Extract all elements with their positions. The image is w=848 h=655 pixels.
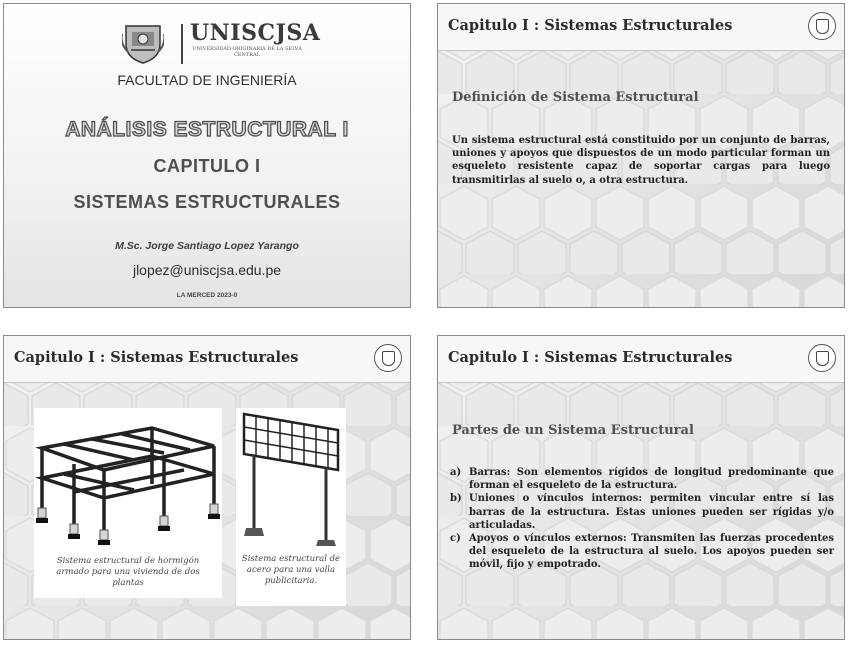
slide-header [438, 4, 844, 51]
university-seal-icon [374, 344, 402, 372]
list-item-text: Barras: Son elementos rígidos de longitud predominante que forman el esqueleto de la estructura. [469, 467, 834, 492]
university-shield-icon [122, 22, 164, 64]
slide-definition[interactable] [437, 3, 845, 308]
slide-title: Capitulo I : Sistemas Estructurales [448, 17, 733, 34]
chapter-number: CAPITULO I [153, 156, 261, 176]
section-heading: Partes de un Sistema Estructural [452, 423, 694, 438]
list-item-label: c) [450, 533, 461, 545]
steel-billboard-illustration [236, 408, 346, 546]
author-name: M.Sc. Jorge Santiago Lopez Yarango [115, 240, 299, 252]
caption-steel: Sistema estructural de acero para una valla publicitaria. [241, 554, 341, 586]
university-seal-icon [808, 12, 836, 40]
slide-title: Capitulo I : Sistemas Estructurales [14, 349, 299, 366]
list-item [450, 466, 834, 492]
slide-title: Capitulo I : Sistemas Estructurales [448, 349, 733, 366]
course-title: ANÁLISIS ESTRUCTURAL I [65, 118, 349, 141]
list-item-label: b) [450, 493, 462, 505]
list-item-label: a) [450, 467, 462, 478]
section-heading: Definición de Sistema Estructural [452, 90, 699, 105]
faculty-name: FACULTAD DE INGENIERÍA [117, 72, 297, 88]
slide-header [438, 336, 844, 383]
list-item [450, 532, 834, 572]
university-seal-icon [808, 344, 836, 372]
definition-paragraph: Un sistema estructural está constituido por un conjunto de barras, uniones y apoyos que dispuestos de un modo particular forman un esqueleto resistente capaz de soportar cargas para luego transmitirlas al suelo o, a otra estructura. [452, 135, 830, 186]
concrete-frame-image [34, 408, 222, 598]
logo-divider [181, 24, 183, 64]
university-subtitle: UNIVERSIDAD ORIGINARIA DE LA SELVA CENTRAL [192, 46, 302, 58]
list-item-text: Uniones o vínculos internos: permiten vincular entre sí las barras de la estructura. Estas uniones pueden ser rígidas y/o articuladas. [469, 493, 834, 531]
chapter-title: SISTEMAS ESTRUCTURALES [73, 192, 341, 212]
list-item [450, 492, 834, 532]
author-email[interactable]: jlopez@uniscjsa.edu.pe [132, 262, 282, 278]
location-date: LA MERCED 2023-0 [176, 292, 238, 299]
university-name: UNISCJSA [190, 20, 321, 46]
steel-billboard-image [236, 408, 346, 606]
list-item-text: Apoyos o vínculos externos: Transmiten las fuerzas procedentes del esqueleto de la estructura al suelo. Los apoyos pueden ser móvil, fijo y empotrado. [469, 533, 834, 571]
slide-parts[interactable] [437, 335, 845, 640]
slide-title[interactable] [3, 3, 411, 308]
parts-list [450, 466, 834, 572]
concrete-frame-illustration [34, 408, 222, 548]
caption-concrete: Sistema estructural de hormigón armado para una vivienda de dos plantas [56, 556, 200, 588]
slide-header [4, 336, 410, 383]
slide-examples[interactable] [3, 335, 411, 640]
